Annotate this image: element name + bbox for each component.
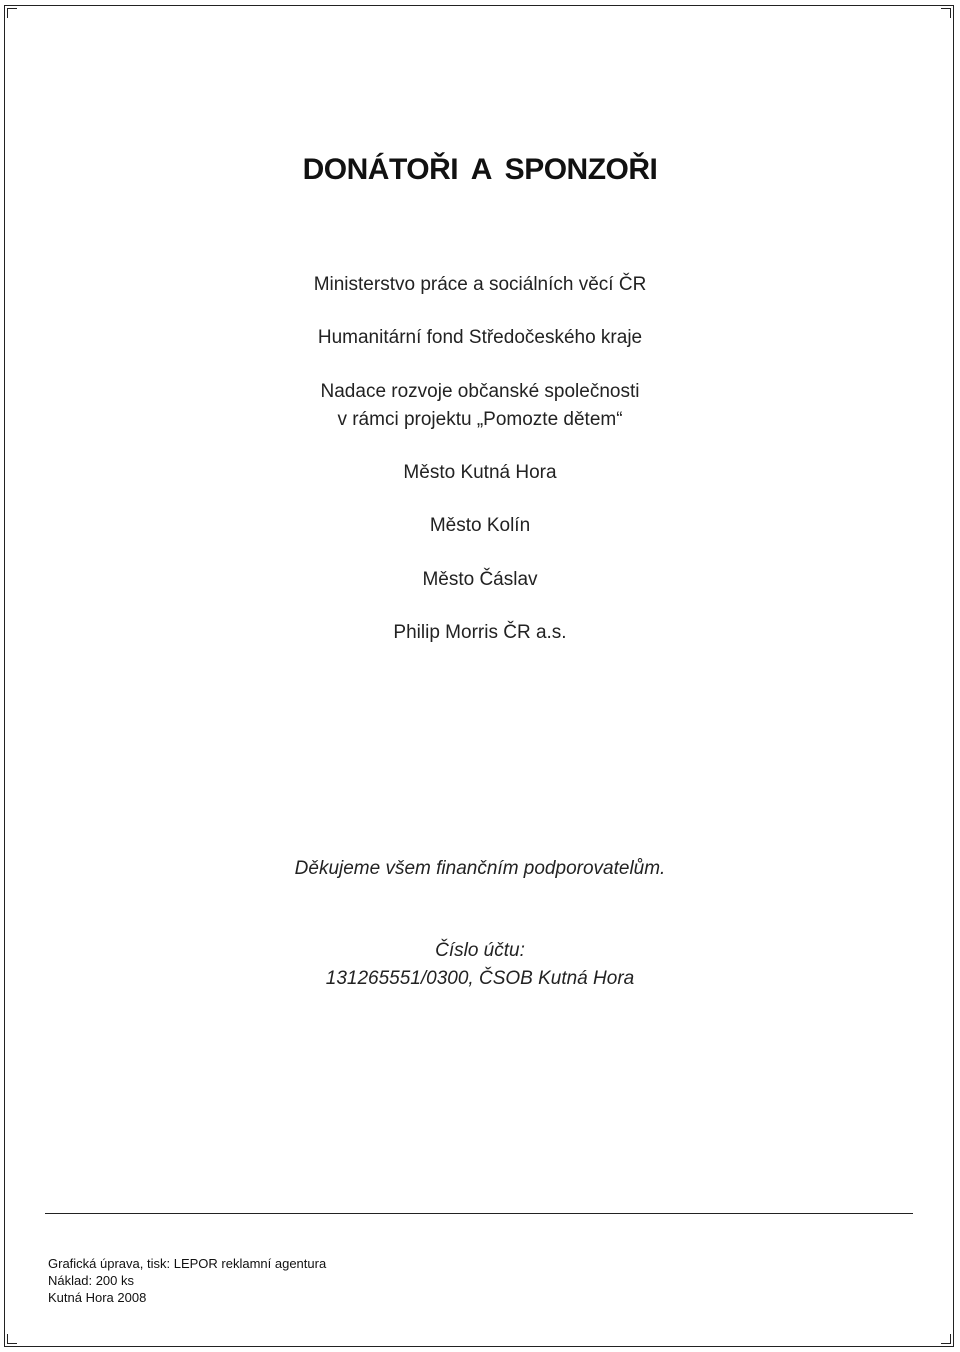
donor-caslav: Město Čáslav xyxy=(422,569,538,590)
donor-kutna-hora: Město Kutná Hora xyxy=(403,462,557,483)
account-label: Číslo účtu: xyxy=(435,940,525,961)
donor-philip-morris: Philip Morris ČR a.s. xyxy=(393,622,567,643)
crop-mark-bottom-right xyxy=(941,1334,951,1344)
colophon-place-year: Kutná Hora 2008 xyxy=(48,1290,147,1305)
account-info xyxy=(5,937,955,993)
colophon xyxy=(48,1255,326,1306)
footer-divider xyxy=(45,1213,913,1214)
donor-kolin: Město Kolín xyxy=(429,515,531,536)
donor-foundation-project: v rámci projektu „Pomozte dětem“ xyxy=(337,409,623,430)
page-title: DONÁTOŘI A SPONZOŘI xyxy=(302,153,658,186)
thanks-note: Děkujeme všem finančním podporovatelům. xyxy=(294,858,666,879)
account-number: 131265551/0300, ČSOB Kutná Hora xyxy=(325,968,635,989)
donor-foundation: Nadace rozvoje občanské společnosti xyxy=(320,381,640,402)
page-frame xyxy=(4,5,954,1347)
donor-humanitarian-fund: Humanitární fond Středočeského kraje xyxy=(317,327,643,348)
donor-ministry: Ministerstvo práce a sociálních věcí ČR xyxy=(313,274,647,295)
colophon-graphics: Grafická úprava, tisk: LEPOR reklamní agentura xyxy=(48,1256,327,1271)
crop-mark-bottom-left xyxy=(7,1334,17,1344)
crop-mark-top-right xyxy=(941,8,951,18)
colophon-print-run: Náklad: 200 ks xyxy=(48,1273,134,1288)
crop-mark-top-left xyxy=(7,8,17,18)
